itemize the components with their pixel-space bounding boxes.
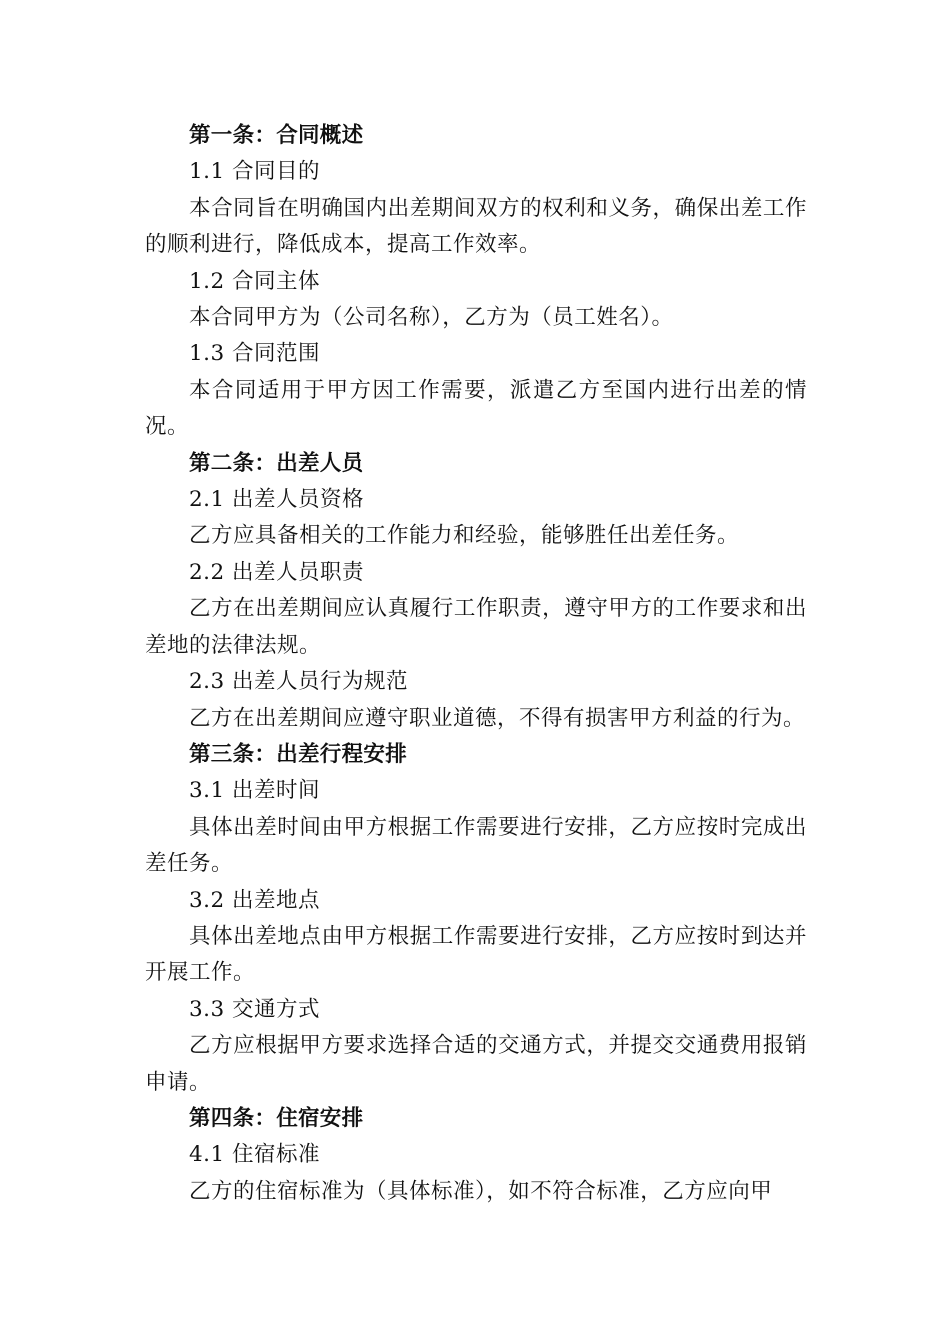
clause-title-1-3: 1.3 合同范围 (189, 341, 321, 367)
section-heading-1: 第一条：合同概述 (189, 123, 364, 148)
section-heading-2: 第二条：出差人员 (189, 450, 364, 476)
document-body (145, 118, 807, 1210)
clause-title-1-1: 1.1 合同目的 (189, 159, 321, 185)
clause-text-3-2: 具体出差地点由甲方根据工作需要进行安排，乙方应按时到达并开展工作。 (145, 923, 807, 986)
clause-title-1-2: 1.2 合同主体 (189, 268, 321, 294)
section-heading-4: 第四条：住宿安排 (189, 1105, 364, 1131)
clause-title-3-1: 3.1 出差时间 (189, 778, 321, 804)
clause-title-2-3: 2.3 出差人员行为规范 (189, 669, 409, 695)
clause-text-2-3: 乙方在出差期间应遵守职业道德，不得有损害甲方利益的行为。 (189, 705, 806, 731)
clause-text-2-2: 乙方在出差期间应认真履行工作职责，遵守甲方的工作要求和出差地的法律法规。 (145, 596, 807, 658)
clause-title-3-3: 3.3 交通方式 (189, 996, 321, 1022)
clause-title-3-2: 3.2 出差地点 (189, 887, 321, 913)
section-heading-3: 第三条：出差行程安排 (189, 741, 408, 767)
clause-text-2-1: 乙方应具备相关的工作能力和经验，能够胜任出差任务。 (189, 523, 740, 549)
clause-text-3-3: 乙方应根据甲方要求选择合适的交通方式，并提交交通费用报销申请。 (145, 1033, 807, 1095)
clause-title-2-1: 2.1 出差人员资格 (189, 487, 365, 513)
clause-text-1-3: 本合同适用于甲方因工作需要，派遣乙方至国内进行出差的情况。 (145, 377, 807, 440)
clause-title-2-2: 2.2 出差人员职责 (189, 559, 365, 585)
clause-title-4-1: 4.1 住宿标准 (189, 1142, 321, 1168)
clause-text-3-1: 具体出差时间由甲方根据工作需要进行安排，乙方应按时完成出差任务。 (145, 814, 807, 877)
clause-text-1-2: 本合同甲方为（公司名称），乙方为（员工姓名）。 (189, 305, 674, 331)
clause-text-4-1: 乙方的住宿标准为（具体标准），如不符合标准，乙方应向甲 (189, 1178, 773, 1204)
clause-text-1-1: 本合同旨在明确国内出差期间双方的权利和义务，确保出差工作的顺利进行，降低成本，提高工作效率。 (145, 195, 807, 258)
